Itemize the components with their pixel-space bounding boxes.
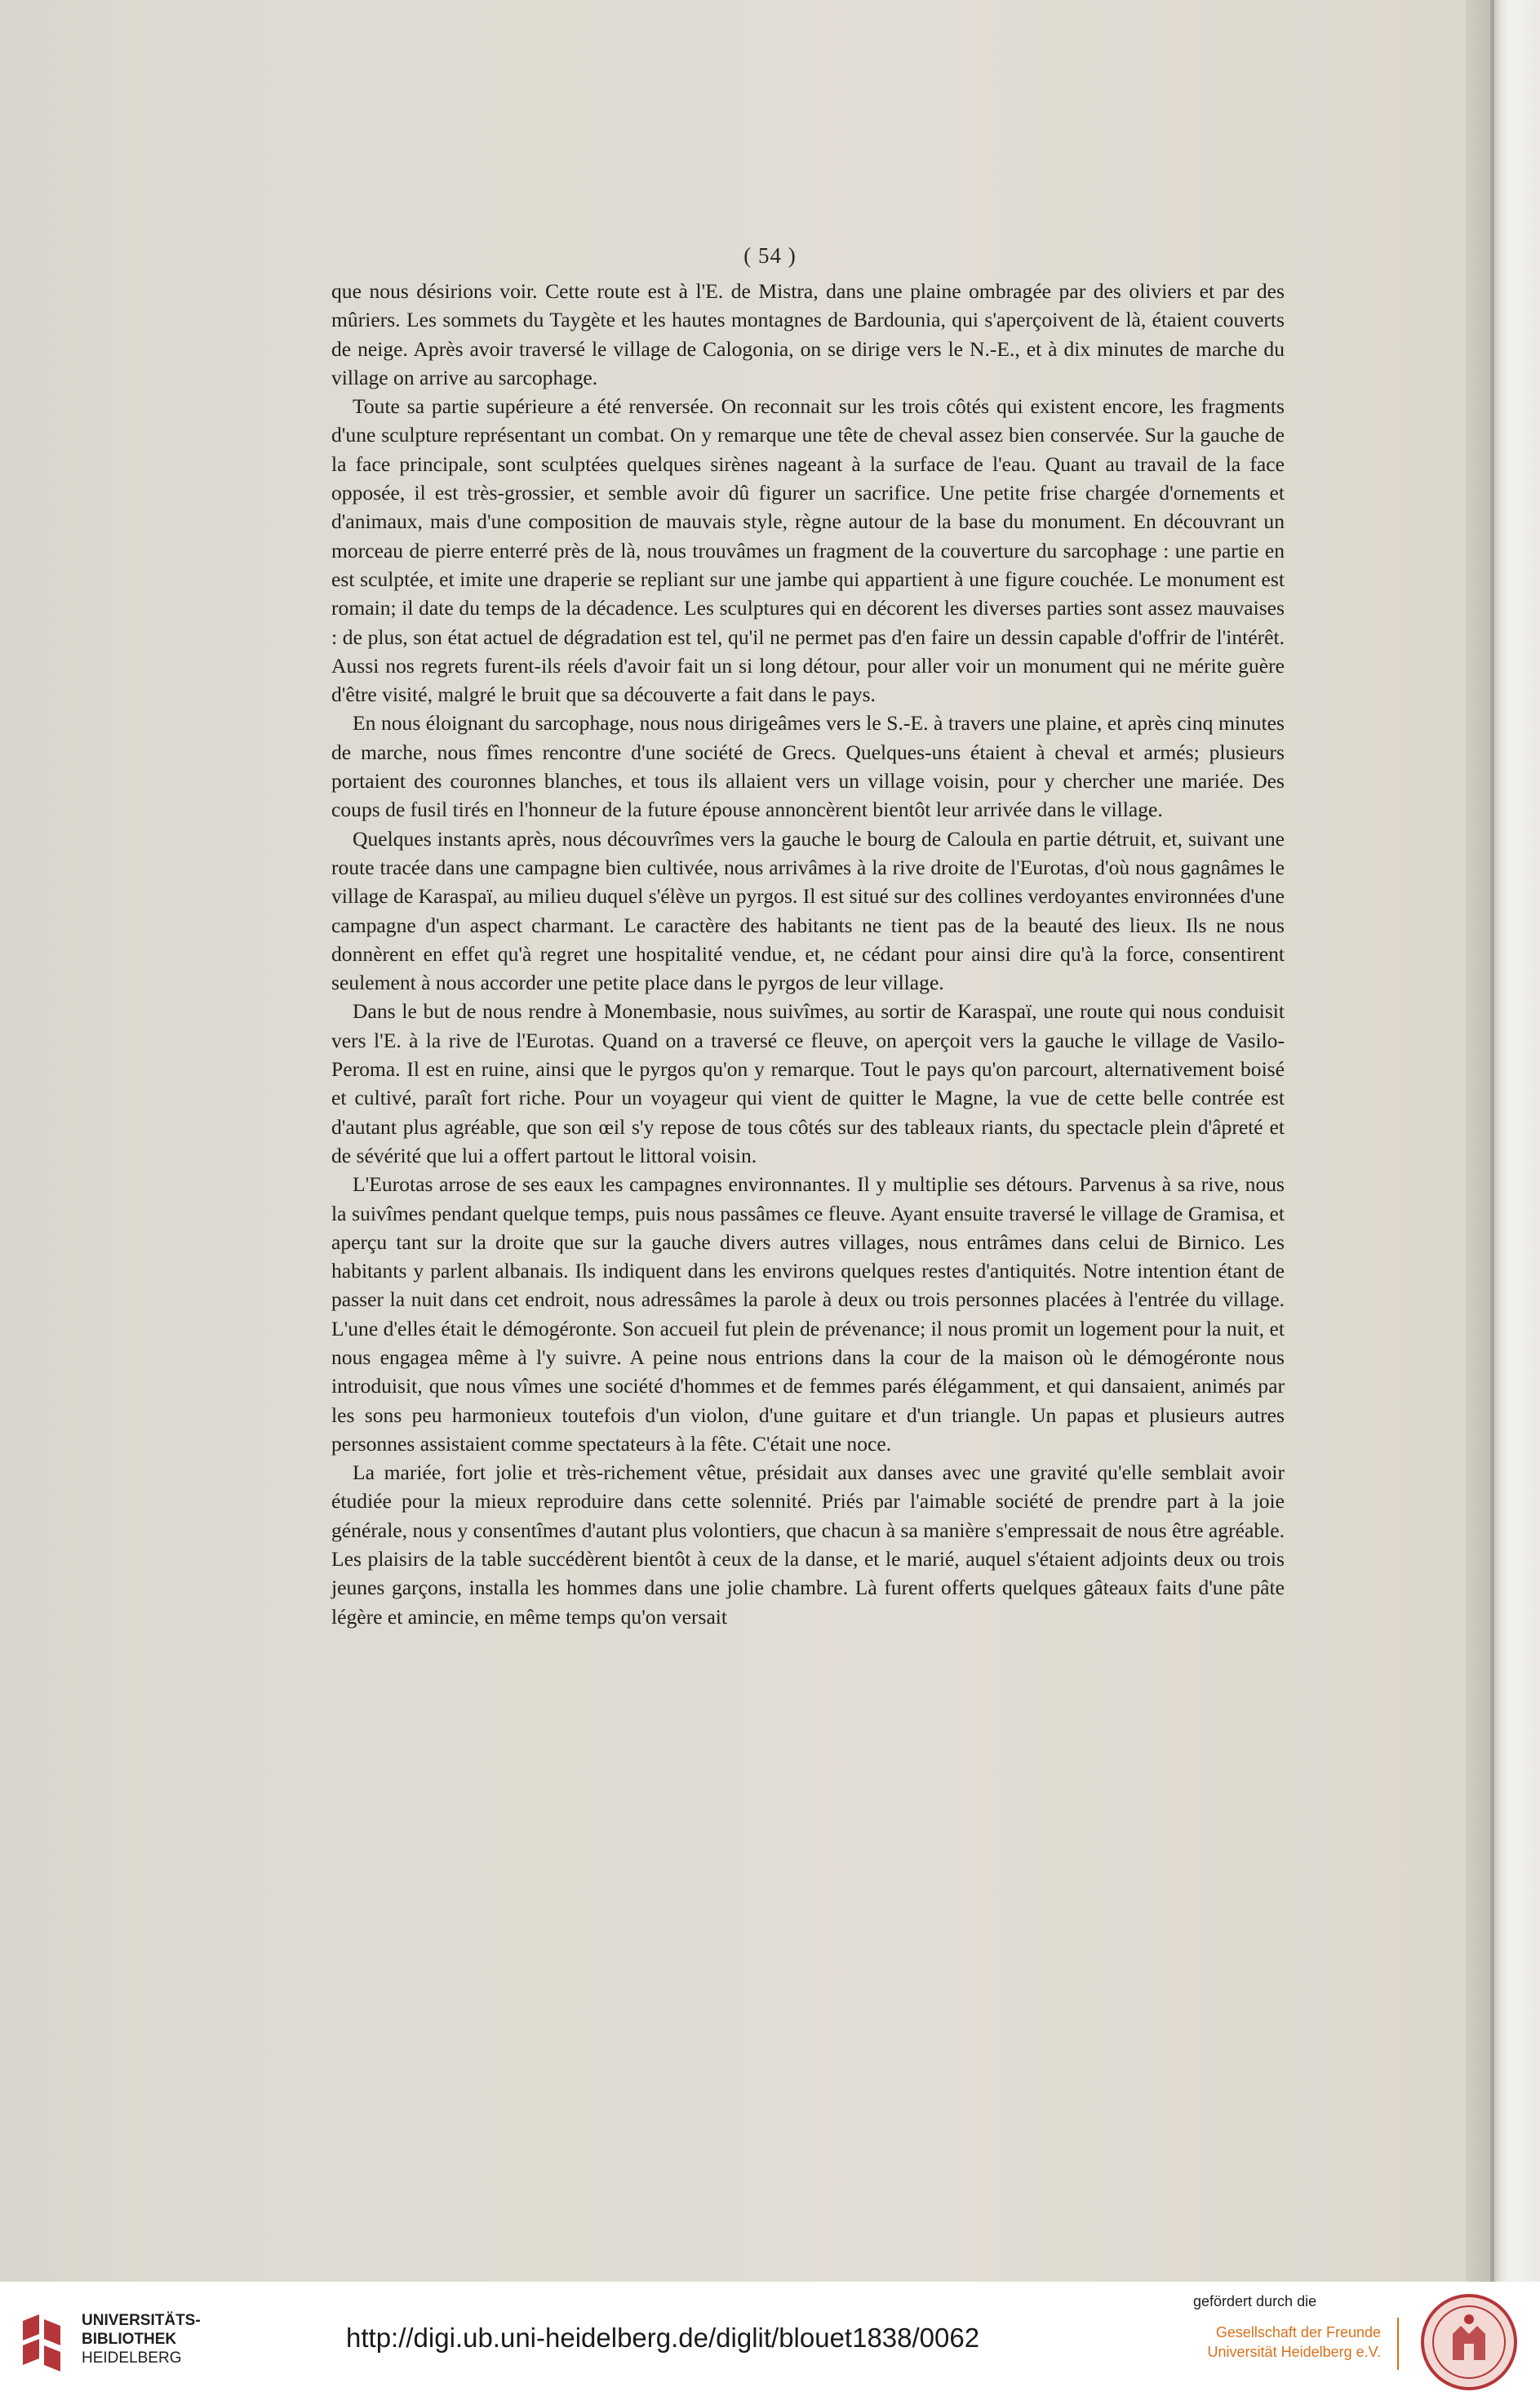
body-text [331, 277, 1285, 1631]
university-seal-icon [1420, 2293, 1518, 2391]
paragraph: que nous désirions voir. Cette route est à l'E. de Mistra, dans une plaine ombragée par des oliviers et par des mûriers. Les sommets du Taygète et les hautes montagnes de Bardounia, qui s'aperçoivent de là, étaient couverts de neige. Après avoir traversé le village de Calogonia, on se dirige vers le N.-E., et à dix minutes de marche du village on arrive au sarcophage. [331, 279, 1285, 389]
library-name-line: BIBLIOTHEK [82, 2331, 177, 2348]
sponsor-divider [1397, 2318, 1399, 2370]
page-number: ( 54 ) [743, 243, 797, 268]
library-name-line: HEIDELBERG [82, 2349, 182, 2367]
footer-bar [0, 2282, 1540, 2396]
paragraph: Quelques instants après, nous découvrîmes vers la gauche le bourg de Caloula en partie détruit, et, suivant une route tracée dans une campagne bien cultivée, nous arrivâmes à la rive droite de l'Eurotas, d'où nous gagnâmes le village de Karaspaï, au milieu duquel s'élève un pyrgos. Il est situé sur des collines verdoyantes environnées d'une campagne d'un aspect charmant. Le caractère des habitants ne tient pas de la beauté des lieux. Ils ne nous donnèrent en effet qu'à regret une hospitalité vendue, et, ne cédant pour ainsi dire qu'à la force, consentirent seulement à nous accorder une petite place dans le pyrgos de leur village. [331, 826, 1285, 995]
sponsor-name [1208, 2323, 1381, 2362]
page-edge-shadow [1466, 0, 1540, 2282]
paragraph: Dans le but de nous rendre à Monembasie, nous suivîmes, au sortir de Karaspaï, une route qui nous conduisit vers l'E. à la rive de l'Eurotas. Quand on a traversé ce fleuve, on aperçoit vers la gauche le village de Vasilo-Peroma. Il est en ruine, ainsi que le pyrgos qu'on y remarque. Tout le pays qu'on parcourt, alternativement boisé et cultivé, paraît fort riche. Pour un voyageur qui vient de quitter le Magne, la vue de cette belle contrée est d'autant plus agréable, que son œil s'y repose de tous côtés sur des tableaux riants, du spectacle plein d'âpreté et de sévérité que lui a offert partout le littoral voisin. [331, 999, 1285, 1167]
paragraph: La mariée, fort jolie et très-richement vêtue, présidait aux danses avec une gravité qu'elle semblait avoir étudiée pour la mieux reproduire dans cette solennité. Priés par l'aimable société de prendre part à la joie générale, nous y consentîmes d'autant plus volontiers, que chacun à sa manière s'empressait de nous être agréable. Les plaisirs de la table succédèrent bientôt à ceux de la danse, et le marié, auquel s'étaient adjoints deux ou trois jeunes garçons, installa les hommes dans une jolie chambre. Là furent offerts quelques gâteaux faits d'une pâte légère et amincie, en même temps qu'on versait [331, 1460, 1285, 1629]
library-name-line: UNIVERSITÄTS- [82, 2312, 201, 2329]
university-library-logo-icon [18, 2313, 65, 2373]
library-name [82, 2311, 201, 2367]
paragraph: En nous éloignant du sarcophage, nous nous dirigeâmes vers le S.-E. à travers une plaine, et après cinq minutes de marche, nous fîmes rencontre d'une société de Grecs. Quelques-uns étaient à cheval et armés; plusieurs portaient des couronnes blanches, et tous ils allaient vers un village voisin, pour y chercher une mariée. Des coups de fusil tirés en l'honneur de la future épouse annoncèrent bientôt leur arrivée dans le village. [331, 711, 1285, 822]
paragraph: Toute sa partie supérieure a été renversée. On reconnait sur les trois côtés qui existent encore, les fragments d'une sculpture représentant un combat. On y remarque une tête de cheval assez bien conservée. Sur la gauche de la face principale, sont sculptées quelques sirènes nageant à la surface de l'eau. Quant au travail de la face opposée, il est très-grossier, et semble avoir dû figurer un sacrifice. Une petite frise chargée d'ornements et d'animaux, mais d'une composition de mauvais style, règne autour de la base du monument. En découvrant un morceau de pierre enterré près de là, nous trouvâmes un fragment de la couverture du sarcophage : une partie en est sculptée, et imite une draperie se repliant sur une jambe qui appartient à une figure couchée. Le monument est romain; il date du temps de la décadence. Les sculptures qui en décorent les diverses parties sont assez mauvaises : de plus, son état actuel de dégradation est tel, qu'il ne permet pas d'en faire un dessin capable d'offrir de l'intérêt. Aussi nos regrets furent-ils réels d'avoir fait un si long détour, pour aller voir un monument qui ne mérite guère d'être visité, malgré le bruit que sa découverte a fait dans le pays. [331, 394, 1285, 707]
page-edge-line [1490, 0, 1494, 2282]
permalink-url[interactable]: http://digi.ub.uni-heidelberg.de/diglit/blouet1838/0062 [346, 2323, 980, 2353]
paragraph: L'Eurotas arrose de ses eaux les campagnes environnantes. Il y multiplie ses détours. Parvenus à sa rive, nous la suivîmes pendant quelque temps, puis nous passâmes ce fleuve. Ayant ensuite traversé le village de Gramisa, et aperçu tant sur la droite que sur la gauche divers autres villages, nous entrâmes dans celui de Birnico. Les habitants y parlent albanais. Ils indiquent dans les environs quelques restes d'antiquités. Notre intention étant de passer la nuit dans cet endroit, nous adressâmes la parole à deux ou trois personnes placées à l'entrée du village. L'une d'elles était le démogéronte. Son accueil fut plein de prévenance; il nous promit un logement pour la nuit, et nous engagea même à l'y suivre. A peine nous entrions dans la cour de la maison où le démogéronte nous introduisit, que nous vîmes une société d'hommes et de femmes parés élégamment, et qui dansaient, animés par les sons peu harmonieux toutefois d'un violon, d'une guitare et d'un triangle. Un papas et plusieurs autres personnes assistaient comme spectateurs à la fête. C'était une noce. [331, 1172, 1285, 1456]
sponsor-label: gefördert durch die [1193, 2293, 1317, 2309]
sponsor-name-line: Gesellschaft der Freunde [1215, 2324, 1381, 2340]
sponsor-name-line: Universität Heidelberg e.V. [1207, 2344, 1381, 2360]
